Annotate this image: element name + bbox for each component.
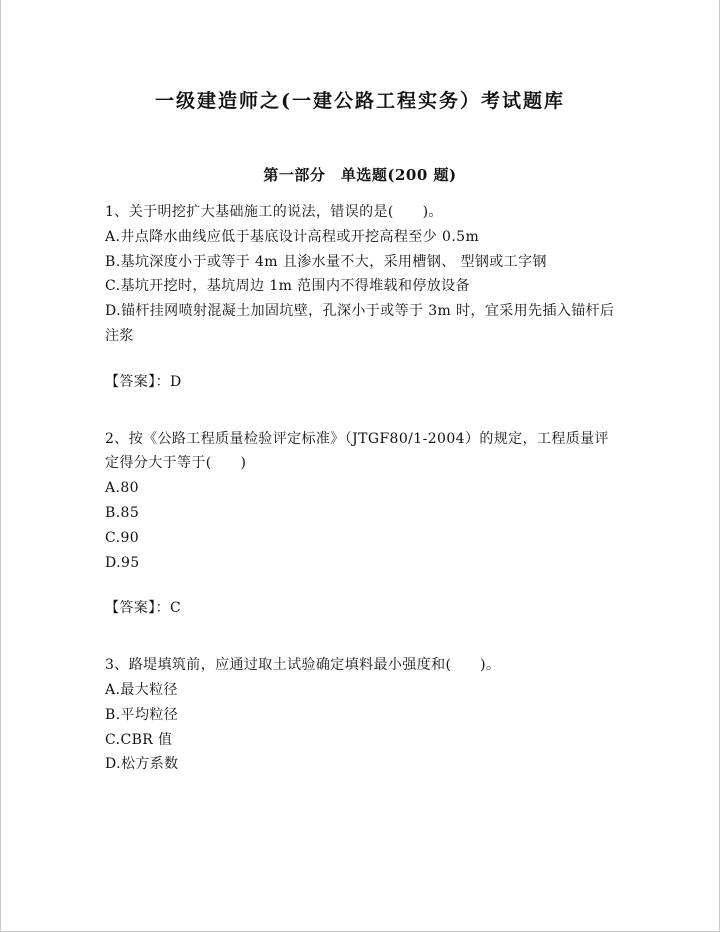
option-c: C.90 [105, 529, 140, 546]
section-title: 第一部分 单选题(200 题) [263, 166, 457, 184]
question-stem: 1、关于明挖扩大基础施工的说法，错误的是( )。 [105, 204, 443, 220]
option-a: A.井点降水曲线应低于基底设计高程或开挖高程至少 0.5m [105, 228, 480, 245]
option-c: C.CBR 值 [105, 731, 173, 748]
document-title: 一级建造师之(一建公路工程实务）考试题库 [155, 90, 565, 112]
question-list [105, 200, 615, 777]
option-c: C.基坑开挖时，基坑周边 1m 范围内不得堆载和停放设备 [105, 278, 470, 295]
question-3 [105, 653, 615, 777]
option-a: A.80 [105, 480, 139, 497]
option-b: B.基坑深度小于或等于 4m 且渗水量不大，采用槽钢、 型钢或工字钢 [105, 253, 547, 270]
option-b: B.平均粒径 [105, 706, 179, 723]
option-a: A.最大粒径 [105, 681, 178, 698]
answer-label: 【答案】：D [105, 373, 182, 390]
option-d: D.锚杆挂网喷射混凝土加固坑壁，孔深小于或等于 3m 时，宜采用先插入锚杆后注浆 [105, 303, 615, 344]
question-stem: 3、路堤填筑前，应通过取土试验确定填料最小强度和( )。 [105, 657, 501, 674]
question-stem: 2、按《公路工程质量检验评定标准》（JTGF80/1-2004）的规定，工程质量评定得分大于等于( ) [105, 430, 609, 472]
option-b: B.85 [105, 504, 140, 521]
option-d: D.95 [105, 554, 140, 571]
answer-label: 【答案】：C [105, 600, 182, 617]
option-d: D.松方系数 [105, 756, 179, 773]
question-1 [105, 200, 615, 395]
question-2 [105, 427, 615, 622]
